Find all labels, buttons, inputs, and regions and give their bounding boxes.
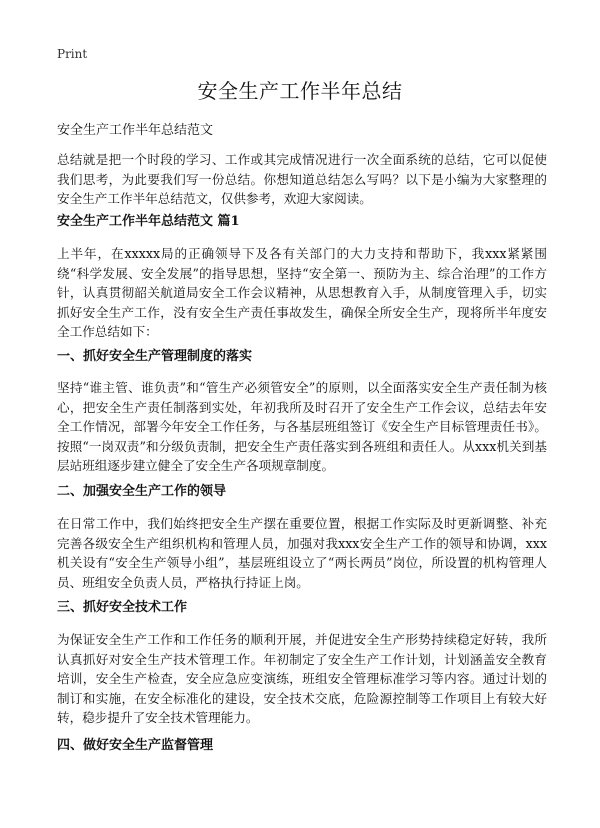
section-body-2: 坚持“谁主管、谁负责”和“管生产必须管安全”的原则，以全面落实安全生产责任制为核心，把安全生产责任制落到实处，年初我所及时召开了安全生产工作会议，总结去年安全工作情况，部署今年安全工作任务，与各基层班组签订《安全生产目标管理责任书》。按照“一岗双责”和分级负责制，把安全生产责任落实到各班组和责任人。从xxx机关到基层站班组逐步建立健全了安全生产各项规章制度。 — [57, 380, 547, 474]
page-title: 安全生产工作半年总结 — [197, 79, 403, 103]
section-heading-5: 四、做好安全生产监督管理 — [57, 738, 214, 753]
section-heading-3: 二、加强安全生产工作的领导 — [57, 484, 227, 499]
section-body-1: 上半年，在xxxxx局的正确领导下及各有关部门的大力支持和帮助下，我xxx紧紧围绕“科学发展、安全发展”的指导思想，坚持“安全第一、预防为主、综合治理”的工作方针，认真贯彻韶关航道局安全工作会议精神，从思想教育入手，从制度管理入手，切实抓好安全生产工作，没有安全生产责任事故发生，确保全所安全生产，现将所半年度安全工作总结如下： — [57, 246, 547, 340]
section-heading-4: 三、抓好安全技术工作 — [57, 600, 188, 615]
section-body-4: 为保证安全生产工作和工作任务的顺利开展，并促进安全生产形势持续稳定好转，我所认真抓好对安全生产技术管理工作。年初制定了安全生产工作计划，计划涵盖安全教育培训，安全生产检查，安全应急应变演练，班组安全管理标准学习等内容。通过计划的制订和实施，在安全标准化的建设，安全技术交底，危险源控制等工作项目上有较大好转，稳步提升了安全技术管理能力。 — [57, 632, 547, 726]
print-label: Print — [57, 47, 88, 61]
subtitle: 安全生产工作半年总结范文 — [57, 123, 214, 138]
section-body-3: 在日常工作中，我们始终把安全生产摆在重要位置，根据工作实际及时更新调整、补充完善各级安全生产组织机构和管理人员，加强对我xxx安全生产工作的领导和协调，xxx机关设有“安全生产领导小组”，基层班组设立了“两长两员”岗位，所设置的机构管理人员、班组安全负责人员，严格执行持证上岗。 — [57, 516, 547, 590]
section-heading-1: 安全生产工作半年总结范文 篇1 — [57, 214, 240, 229]
intro-paragraph: 总结就是把一个时段的学习、工作或其完成情况进行一次全面系统的总结，它可以促使我们思考，为此要我们写一份总结。你想知道总结怎么写吗？以下是小编为大家整理的安全生产工作半年总结范文，仅供参考，欢迎大家阅读。 — [57, 152, 547, 207]
section-heading-2: 一、抓好安全生产管理制度的落实 — [57, 349, 253, 364]
